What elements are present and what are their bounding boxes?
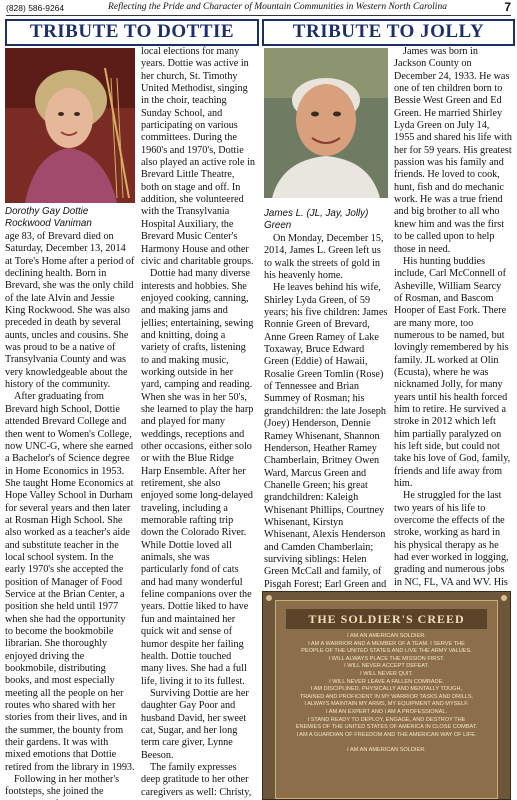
page-header: [6, 2, 511, 16]
bolt-icon: [501, 595, 507, 601]
creed-line: I ALWAYS MAINTAIN MY ARMS, MY EQUIPMENT AND MYSELF.: [304, 701, 469, 708]
creed-line: I AM AN EXPERT AND I AM A PROFESSIONAL.: [325, 708, 448, 715]
article-paragraph: James was born in Jackson County on December 24, 1933. He was one of ten children born to Bessie West Green and Ed Green. He married Shirley Lyda Green on July 14, 1955 and shared his life with her for 59 years. His greatest passion was his family and friends. He loved to cook, hunt, fish and do mechanic work. He was a true friend and big brother to all who knew him and was the first to be called upon to help those in need.: [394, 46, 512, 255]
creed-line: I STAND READY TO DEPLOY, ENGAGE, AND DESTROY THE: [307, 716, 466, 723]
creed-line: I AM A WARRIOR AND A MEMBER OF A TEAM. I SERVE THE: [308, 640, 465, 647]
creed-line: I AM A GUARDIAN OF FREEDOM AND THE AMERICAN WAY OF LIFE.: [296, 731, 477, 738]
creed-line: [282, 739, 491, 747]
dottie-column-2: [141, 46, 255, 800]
article-paragraph: Following in her mother's footsteps, she joined the: [5, 774, 120, 798]
creed-line: I WILL ALWAYS PLACE THE MISSION FIRST.: [328, 655, 445, 662]
article-paragraph: After graduating from Brevard high School, Dottie attended Brevard College and then went to Women's College, now UNC-G, where she earned a Bachelor's of Science degree in Home Economics in 1953. She taught Home Economics at Hope Valley School in Durham for several years and then later at Rosman High School. She also worked as a teacher's aide and substitute teacher in the local school system. In the early 1970's she accepted the position of Manager of Food Service at the Brian Center, a position she held until 1977 when she had the opportunity to become the bookmobile librarian. She thoroughly enjoyed driving the bookmobile, distributing books, and most especially meeting all the people on her routes who shared with her stories from their lives, and in the summer, the bounty from their gardens. It was with mixed emotions that Dottie retired from the library in 1993.: [5, 391, 135, 773]
jolly-portrait-photo: [264, 48, 388, 198]
caption-line-1: Dorothy Gay Dottie: [5, 206, 89, 217]
phone-number: (828) 586-9264: [6, 3, 65, 13]
tribute-banner-dottie: TRIBUTE TO DOTTIE: [5, 19, 259, 46]
article-paragraph: age 83, of Brevard died on Saturday, December 13, 2014 at Tore's Home after a period of declining health. Born in Brevard, she was the only child of the late Alvin and Jessie King Rockwood. She was also preceded in death by several aunts, uncles and cousins. She was proud to be a native of Transylvania County and was very knowledgeable about the history of the community.: [5, 231, 135, 391]
jolly-column-2: [394, 46, 512, 589]
creed-line: TRAINED AND PROFICIENT IN MY WARRIOR TASKS AND DRILLS.: [299, 693, 474, 700]
creed-line: PEOPLE OF THE UNITED STATES AND LIVE THE ARMY VALUES.: [301, 648, 472, 655]
article-paragraph: He leaves behind his wife, Shirley Lyda Green, of 59 years; his five children: James Ronnie Green of Brevard, Anne Green Ramey of Lake Toxaway, Bruce Edward Green (Eddie) of Hawaii, Rosalie Green Tomlin (Rose) of Tennessee and Brian Summey of Rosman; his grandchildren: the late Joseph (Joey) Henderson, Dennie Ramey Whisenant, Shannon Henderson, Heather Ramey Chamberlain, Britney Owen Ward, Marcus Green and Chanelle Green; his great grandchildren: Kaleigh Whisenant Phillips, Courtney Whisenant, Kirstyn Whisenant, Alexis Henderson and Camden Chamberlain; surviving siblings: Helen Green McCall and family, of Pisgah Forest; Earl Green and: [264, 282, 388, 589]
tribute-banner-jolly: TRIBUTE TO JOLLY: [262, 19, 515, 46]
creed-line: I AM DISCIPLINED, PHYSICALLY AND MENTALLY TOUGH,: [310, 686, 463, 693]
plaque-inner-panel: [275, 600, 498, 799]
portrait-photo-icon: [264, 48, 388, 198]
article-paragraph: On Monday, December 15, 2014, James L. Green left us to walk the streets of gold in his heavenly home.: [264, 233, 384, 282]
dottie-photo-caption: [5, 206, 137, 230]
article-paragraph: Surviving Dottie are her daughter Gay Poor and husband David, her sweet cat, Sugar, and her long term care giver, Lynne Beeson.: [141, 687, 249, 761]
plaque-text: [282, 633, 491, 755]
soldiers-creed-plaque: [262, 591, 511, 800]
jolly-photo-caption: [264, 208, 390, 232]
plaque-title: THE SOLDIER'S CREED: [286, 609, 487, 629]
newspaper-tagline: Reflecting the Pride and Character of Mountain Communities in Western North Carolina: [108, 2, 447, 12]
creed-line: I WILL NEVER LEAVE A FALLEN COMRADE.: [329, 678, 444, 685]
page-number: 7: [504, 0, 511, 14]
creed-line: I WILL NEVER QUIT.: [360, 670, 413, 677]
article-paragraph: local elections for many years. Dottie was active in her church, St. Timothy United Methodist, singing in the choir, teaching Sunday School, and participating on various committees. During the 1960's and 1970's, Dottie also played an active role in Brevard Little Theatre, both on stage and off. In addition, she volunteered with the Transylvania Hospital Auxiliary, the Brevard Music Center's Harmony House and other civic and charitable groups.: [141, 46, 255, 267]
article-paragraph: His hunting buddies include, Carl McConnell of Asheville, William Searcy of Rosman, and Bascom Hooper of East Fork. There are many more, too numerous to be named, but lovingly remembered by his family. JL worked at Olin (Ecusta), where he was nicknamed Jolly, for many years until his health forced him to retire. He survived a stroke in 2012 which left him partially paralyzed on his left side, but could not take his love of God, family, friends and life away from him.: [394, 255, 511, 490]
dottie-portrait-photo: [5, 48, 135, 203]
article-paragraph: The family expresses deep gratitude to her other caregivers as well: Christy,: [141, 761, 252, 798]
article-paragraph: Dottie had many diverse interests and hobbies. She enjoyed cooking, canning, and making jams and jellies; entertaining, sewing and knitting, doing a variety of crafts, listening to and making music, working outside in her yard, camping and reading. When she was in her 50's, she learned to play the harp and played for many weddings, receptions and other occasions, either solo or with the Blue Ridge Harp Ensemble. After her retirement, she also enjoyed some long-delayed traveling, including a memorable rafting trip down the Colorado River. While Dottie loved all animals, she was particularly fond of cats and had many wonderful feline companions over the years. Dottie liked to have fun and maintained her quick wit and sense of humor despite her failing health. Dottie touched many lives. She had a full life, living it to its fullest.: [141, 268, 254, 687]
creed-line: I WILL NEVER ACCEPT DEFEAT.: [344, 663, 429, 670]
caption-line-2: Rockwood Vaniman: [5, 218, 92, 229]
creed-line: I AM AN AMERICAN SOLDIER.: [347, 746, 426, 753]
caption-line-2: Green: [264, 220, 292, 231]
jolly-column-1: [264, 233, 388, 589]
portrait-photo-icon: [5, 48, 135, 203]
creed-line: I AM AN AMERICAN SOLDIER.: [347, 633, 426, 639]
caption-line-1: James L. (JL, Jay, Jolly): [264, 208, 369, 219]
bolt-icon: [266, 595, 272, 601]
article-paragraph: He struggled for the last two years of his life to overcome the effects of the stroke, working as hard in his physical therapy as he had ever worked in logging, grading and numerous jobs in NC, FL, VA and WV. His: [394, 490, 509, 588]
dottie-column-1: [5, 231, 135, 800]
creed-line: ENEMIES OF THE UNITED STATES OF AMERICA IN CLOSE COMBAT.: [295, 724, 478, 731]
